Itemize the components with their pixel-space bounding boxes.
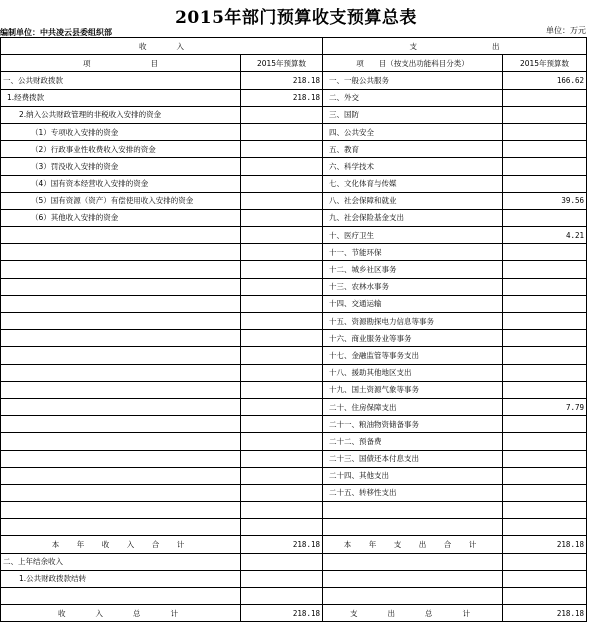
income-item-label — [1, 347, 241, 364]
expense-item-value — [503, 89, 587, 106]
empty-cell — [323, 519, 503, 536]
expense-item-label: 二、外交 — [323, 89, 503, 106]
expense-item-value — [503, 209, 587, 226]
compiling-unit: 编制单位：中共凌云县委组织部 — [0, 28, 112, 37]
income-item-value — [241, 192, 323, 209]
income-item-value — [241, 227, 323, 244]
table-row — [1, 192, 587, 209]
expense-item-label: 七、文化体育与传媒 — [323, 175, 503, 192]
empty-cell — [323, 553, 503, 570]
header-row-1 — [1, 38, 587, 55]
income-item-value: 218.18 — [241, 72, 323, 89]
income-item-value — [241, 450, 323, 467]
table-row — [1, 416, 587, 433]
income-item-label: （5）国有资源（资产）有偿使用收入安排的资金 — [1, 192, 241, 209]
expense-item-label: 一、一般公共服务 — [323, 72, 503, 89]
expense-item-label: 四、公共安全 — [323, 123, 503, 140]
table-row — [1, 227, 587, 244]
carryover-value — [241, 553, 323, 570]
expense-item-value — [503, 364, 587, 381]
income-item-value — [241, 398, 323, 415]
income-item-label — [1, 364, 241, 381]
empty-cell — [1, 588, 241, 605]
carryover-item-label: 1.公共财政拨款结转 — [1, 570, 241, 587]
table-row — [1, 261, 587, 278]
expense-item-label: 十九、国土资源气象等事务 — [323, 381, 503, 398]
total-expense-value: 218.18 — [503, 605, 587, 622]
income-item-value — [241, 244, 323, 261]
expense-item-value: 7.79 — [503, 398, 587, 415]
empty-cell — [503, 502, 587, 519]
table-row — [1, 330, 587, 347]
expense-item-label: 十六、商业服务业等事务 — [323, 330, 503, 347]
year-income-label: 本 年 收 入 合 计 — [1, 536, 241, 553]
empty-cell — [241, 519, 323, 536]
income-item-value — [241, 278, 323, 295]
income-item-label — [1, 330, 241, 347]
expense-item-value — [503, 313, 587, 330]
income-item-label: （4）国有资本经营收入安排的资金 — [1, 175, 241, 192]
expense-item-label: 五、教育 — [323, 141, 503, 158]
empty-cell — [323, 570, 503, 587]
year-expense-label: 本 年 支 出 合 计 — [323, 536, 503, 553]
year-income-value: 218.18 — [241, 536, 323, 553]
table-row — [1, 295, 587, 312]
expense-item-value — [503, 106, 587, 123]
table-row — [1, 398, 587, 415]
income-item-label: 1.经费拨款 — [1, 89, 241, 106]
income-item-value: 218.18 — [241, 89, 323, 106]
expense-budget-header: 2015年预算数 — [503, 55, 587, 72]
income-item-value — [241, 295, 323, 312]
expense-item-value — [503, 416, 587, 433]
blank-row — [1, 502, 587, 519]
expense-item-label: 十八、援助其他地区支出 — [323, 364, 503, 381]
table-row — [1, 364, 587, 381]
empty-cell — [503, 519, 587, 536]
table-row — [1, 89, 587, 106]
income-item-value — [241, 381, 323, 398]
expense-item-value — [503, 347, 587, 364]
empty-cell — [241, 588, 323, 605]
expense-item-value: 39.56 — [503, 192, 587, 209]
income-item-value — [241, 261, 323, 278]
expense-item-value — [503, 278, 587, 295]
expense-item-label: 二十四、其他支出 — [323, 467, 503, 484]
income-item-value — [241, 416, 323, 433]
income-item-label: （1）专项收入安排的资金 — [1, 123, 241, 140]
expense-item-label: 十、医疗卫生 — [323, 227, 503, 244]
table-row — [1, 313, 587, 330]
empty-cell — [503, 570, 587, 587]
income-item-label — [1, 227, 241, 244]
table-row — [1, 433, 587, 450]
income-item-label — [1, 313, 241, 330]
blank-row — [1, 519, 587, 536]
table-row — [1, 347, 587, 364]
income-item-label: 2.纳入公共财政管理的非税收入安排的资金 — [1, 106, 241, 123]
income-item-header: 项 目 — [1, 55, 241, 72]
income-item-value — [241, 209, 323, 226]
income-item-label — [1, 278, 241, 295]
expense-item-label: 十一、节能环保 — [323, 244, 503, 261]
income-header: 收 入 — [1, 38, 323, 55]
expense-header: 支 出 — [323, 38, 587, 55]
expense-item-value: 4.21 — [503, 227, 587, 244]
expense-item-value — [503, 244, 587, 261]
income-item-label — [1, 381, 241, 398]
empty-cell — [323, 502, 503, 519]
expense-item-label: 二十二、预备费 — [323, 433, 503, 450]
income-item-label: 一、公共财政拨款 — [1, 72, 241, 89]
expense-item-label: 九、社会保险基金支出 — [323, 209, 503, 226]
table-row — [1, 72, 587, 89]
expense-item-value — [503, 433, 587, 450]
income-item-label — [1, 416, 241, 433]
expense-item-value — [503, 381, 587, 398]
income-item-value — [241, 106, 323, 123]
expense-item-value — [503, 295, 587, 312]
total-income-value: 218.18 — [241, 605, 323, 622]
table-row — [1, 123, 587, 140]
empty-cell — [503, 553, 587, 570]
income-item-label: （6）其他收入安排的资金 — [1, 209, 241, 226]
income-item-value — [241, 175, 323, 192]
income-item-label — [1, 244, 241, 261]
blank-row — [1, 588, 587, 605]
income-item-label — [1, 398, 241, 415]
grand-total-row — [1, 605, 587, 622]
table-row — [1, 158, 587, 175]
income-item-value — [241, 347, 323, 364]
table-row — [1, 484, 587, 501]
expense-item-value — [503, 141, 587, 158]
expense-item-label: 十三、农林水事务 — [323, 278, 503, 295]
income-item-value — [241, 433, 323, 450]
income-item-value — [241, 484, 323, 501]
carryover-item-value — [241, 570, 323, 587]
income-item-label — [1, 484, 241, 501]
table-row — [1, 175, 587, 192]
expense-item-value — [503, 484, 587, 501]
table-row — [1, 141, 587, 158]
year-expense-value: 218.18 — [503, 536, 587, 553]
income-item-label — [1, 450, 241, 467]
expense-item-label: 二十一、粮油物资储备事务 — [323, 416, 503, 433]
income-item-label: （3）罚没收入安排的资金 — [1, 158, 241, 175]
expense-item-value — [503, 123, 587, 140]
table-row — [1, 106, 587, 123]
empty-cell — [323, 588, 503, 605]
empty-cell — [1, 502, 241, 519]
expense-item-value: 166.62 — [503, 72, 587, 89]
income-item-label — [1, 295, 241, 312]
total-income-label: 收 入 总 计 — [1, 605, 241, 622]
income-item-value — [241, 313, 323, 330]
expense-item-label: 十五、资源勘探电力信息等事务 — [323, 313, 503, 330]
income-item-value — [241, 158, 323, 175]
income-budget-header: 2015年预算数 — [241, 55, 323, 72]
income-item-value — [241, 467, 323, 484]
income-item-label — [1, 433, 241, 450]
header-row-2 — [1, 55, 587, 72]
carryover-item-row — [1, 570, 587, 587]
expense-item-label: 六、科学技术 — [323, 158, 503, 175]
table-row — [1, 209, 587, 226]
table-row — [1, 244, 587, 261]
table-row — [1, 450, 587, 467]
expense-item-value — [503, 467, 587, 484]
expense-item-label: 十二、城乡社区事务 — [323, 261, 503, 278]
empty-cell — [503, 588, 587, 605]
expense-item-label: 八、社会保障和就业 — [323, 192, 503, 209]
budget-table — [0, 37, 587, 622]
income-item-value — [241, 330, 323, 347]
expense-item-label: 十七、金融监管等事务支出 — [323, 347, 503, 364]
year-total-row — [1, 536, 587, 553]
expense-item-label: 二十、住房保障支出 — [323, 398, 503, 415]
expense-item-label: 三、国防 — [323, 106, 503, 123]
money-unit: 单位：万元 — [546, 26, 586, 35]
income-item-label — [1, 467, 241, 484]
table-row — [1, 467, 587, 484]
total-expense-label: 支 出 总 计 — [323, 605, 503, 622]
income-item-label — [1, 261, 241, 278]
income-item-value — [241, 364, 323, 381]
expense-item-label: 二十五、转移性支出 — [323, 484, 503, 501]
expense-item-value — [503, 330, 587, 347]
expense-item-label: 十四、交通运输 — [323, 295, 503, 312]
carryover-label: 二、上年结余收入 — [1, 553, 241, 570]
income-item-value — [241, 141, 323, 158]
expense-item-value — [503, 175, 587, 192]
empty-cell — [1, 519, 241, 536]
expense-item-value — [503, 158, 587, 175]
carryover-row — [1, 553, 587, 570]
table-row — [1, 278, 587, 295]
income-item-label: （2）行政事业性收费收入安排的资金 — [1, 141, 241, 158]
expense-item-value — [503, 450, 587, 467]
page-title: 2015年部门预算收支预算总表 — [175, 8, 417, 28]
expense-item-label: 二十三、国债还本付息支出 — [323, 450, 503, 467]
table-row — [1, 381, 587, 398]
income-item-value — [241, 123, 323, 140]
empty-cell — [241, 502, 323, 519]
expense-item-header: 项 目（按支出功能科目分类） — [323, 55, 503, 72]
expense-item-value — [503, 261, 587, 278]
